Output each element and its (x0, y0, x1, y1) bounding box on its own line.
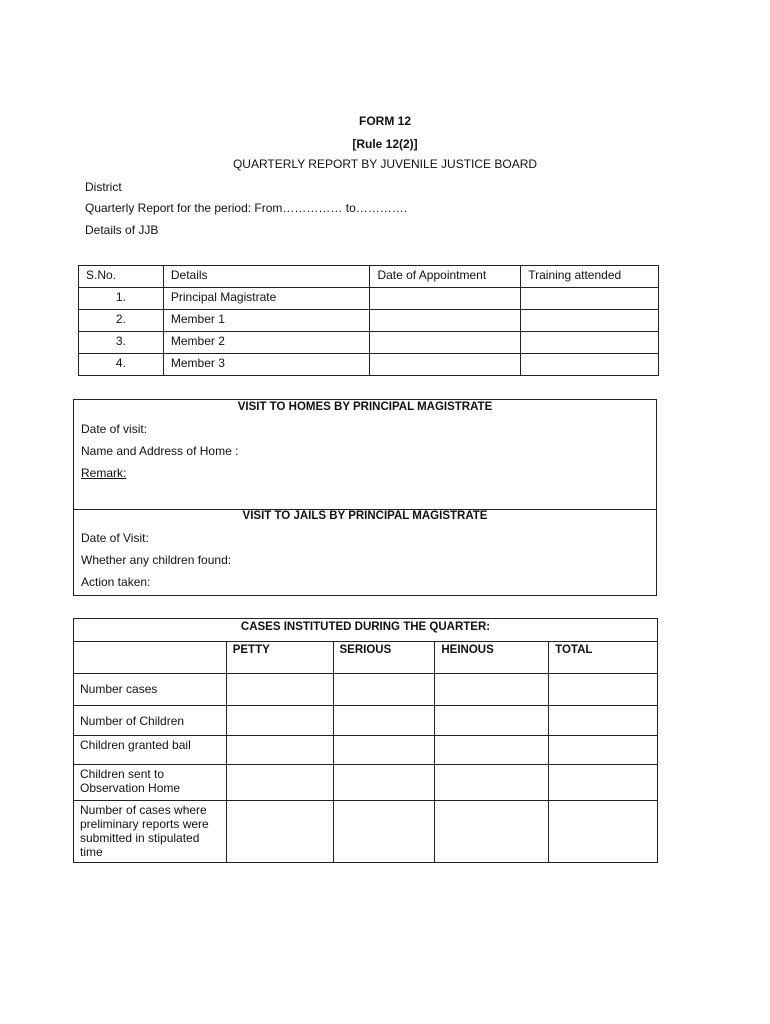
row-label: Children granted bail (74, 736, 227, 765)
data-cell[interactable] (549, 765, 658, 801)
table-row (79, 332, 659, 354)
table-row (79, 310, 659, 332)
visit-jails-heading: VISIT TO JAILS BY PRINCIPAL MAGISTRATE (242, 510, 488, 522)
appointment-date-cell[interactable] (370, 332, 521, 354)
table-row (74, 765, 658, 801)
column-header: Details (163, 266, 370, 288)
details-cell: Member 1 (163, 310, 370, 332)
column-header: HEINOUS (435, 642, 549, 674)
remark-field[interactable]: Remark: (81, 466, 127, 480)
details-cell: Member 3 (163, 354, 370, 376)
form-number: FORM 12 (358, 114, 411, 128)
data-cell[interactable] (549, 801, 658, 863)
data-cell[interactable] (333, 736, 435, 765)
training-cell[interactable] (521, 332, 659, 354)
data-cell[interactable] (226, 736, 333, 765)
column-header: Training attended (521, 266, 659, 288)
district-label: District (85, 180, 122, 194)
appointment-date-cell[interactable] (370, 288, 521, 310)
table-header-row (74, 619, 658, 642)
visit-homes-date-field[interactable]: Date of visit: (81, 422, 148, 436)
visits-box (73, 399, 657, 596)
row-label: Number cases (74, 674, 227, 706)
column-header: Date of Appointment (370, 266, 521, 288)
visit-jails-date-field[interactable]: Date of Visit: (81, 531, 149, 545)
column-header (74, 642, 227, 674)
column-header: SERIOUS (333, 642, 435, 674)
details-jjb-label: Details of JJB (85, 223, 159, 237)
details-cell: Principal Magistrate (163, 288, 370, 310)
data-cell[interactable] (226, 706, 333, 736)
form-title: QUARTERLY REPORT BY JUVENILE JUSTICE BOARD (232, 157, 538, 171)
data-cell[interactable] (333, 706, 435, 736)
table-header-row (74, 642, 658, 674)
data-cell[interactable] (333, 674, 435, 706)
data-cell[interactable] (226, 765, 333, 801)
data-cell[interactable] (435, 736, 549, 765)
children-found-field[interactable]: Whether any children found: (81, 553, 232, 567)
row-label: Children sent to Observation Home (74, 765, 227, 801)
table-row (79, 288, 659, 310)
period-label: Quarterly Report for the period: From…………… to…………. (85, 201, 408, 215)
training-cell[interactable] (521, 310, 659, 332)
appointment-date-cell[interactable] (370, 310, 521, 332)
training-cell[interactable] (521, 288, 659, 310)
data-cell[interactable] (333, 801, 435, 863)
table-header-row (79, 266, 659, 288)
data-cell[interactable] (549, 706, 658, 736)
table-row (74, 674, 658, 706)
data-cell[interactable] (333, 765, 435, 801)
data-cell[interactable] (226, 674, 333, 706)
jjb-details-table (78, 265, 659, 376)
data-cell[interactable] (435, 706, 549, 736)
data-cell[interactable] (226, 801, 333, 863)
column-header: PETTY (226, 642, 333, 674)
table-row (74, 706, 658, 736)
data-cell[interactable] (435, 674, 549, 706)
cases-heading: CASES INSTITUTED DURING THE QUARTER: (74, 619, 658, 642)
action-taken-field[interactable]: Action taken: (81, 575, 151, 589)
cases-table (73, 618, 658, 863)
sno-cell: 1. (79, 288, 164, 310)
sno-cell: 2. (79, 310, 164, 332)
appointment-date-cell[interactable] (370, 354, 521, 376)
rule-reference: [Rule 12(2)] (352, 137, 418, 151)
data-cell[interactable] (549, 736, 658, 765)
table-row (79, 354, 659, 376)
column-header: TOTAL (549, 642, 658, 674)
sno-cell: 4. (79, 354, 164, 376)
training-cell[interactable] (521, 354, 659, 376)
data-cell[interactable] (435, 765, 549, 801)
data-cell[interactable] (549, 674, 658, 706)
row-label: Number of cases where preliminary reports were submitted in stipulated time (74, 801, 227, 863)
details-cell: Member 2 (163, 332, 370, 354)
data-cell[interactable] (435, 801, 549, 863)
sno-cell: 3. (79, 332, 164, 354)
visit-homes-heading: VISIT TO HOMES BY PRINCIPAL MAGISTRATE (237, 401, 493, 413)
table-row (74, 801, 658, 863)
table-row (74, 736, 658, 765)
row-label: Number of Children (74, 706, 227, 736)
home-name-address-field[interactable]: Name and Address of Home : (81, 444, 239, 458)
column-header: S.No. (79, 266, 164, 288)
